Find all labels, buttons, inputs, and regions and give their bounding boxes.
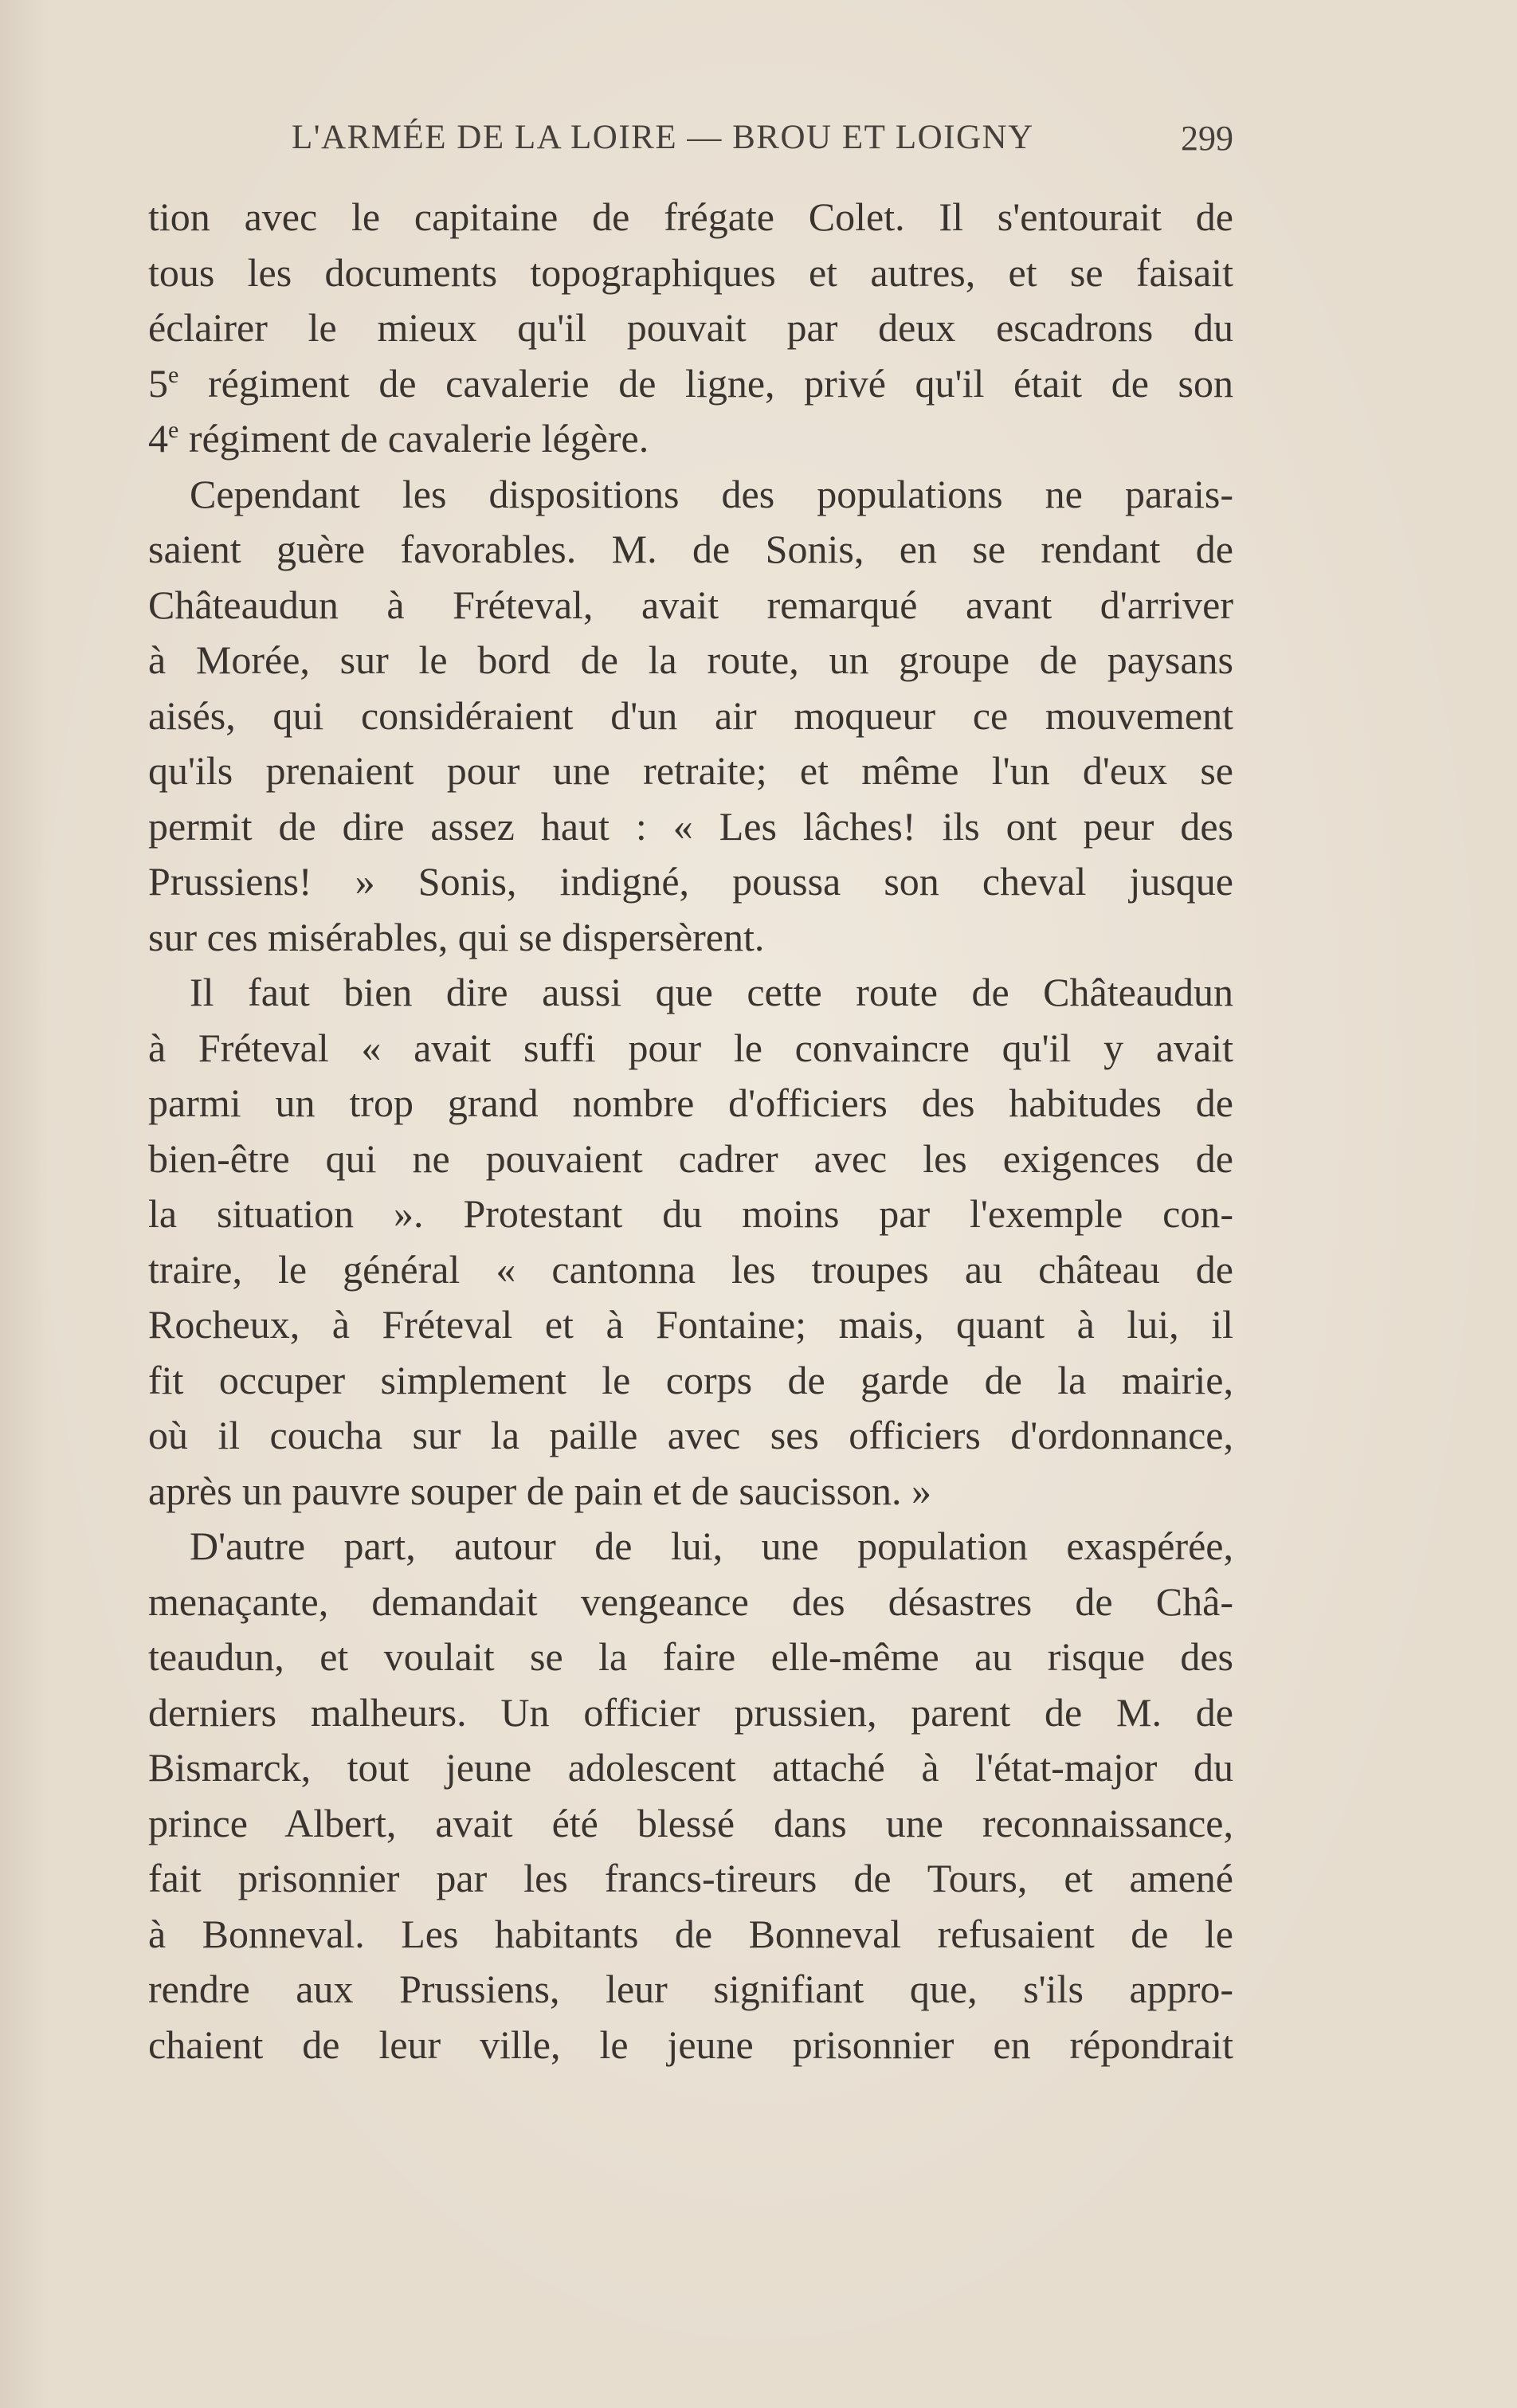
text-line: traire, le général « cantonna les troupes au château de: [148, 1246, 1233, 1292]
text-line: rendre aux Prussiens, leur signifiant que, s'ils appro-: [148, 1967, 1233, 2011]
text-line: prince Albert, avait été blessé dans une reconnaissance,: [148, 1800, 1233, 1845]
text-line: Rocheux, à Fréteval et à Fontaine; mais, quant à lui, il: [148, 1302, 1233, 1347]
text-line: la situation ». Protestant du moins par l'exemple con-: [148, 1191, 1233, 1236]
text-line: bien-être qui ne pouvaient cadrer avec les exigences de: [148, 1135, 1233, 1181]
text-line: [148, 411, 1233, 467]
text-line: fait prisonnier par les francs-tireurs de Tours, et amené: [148, 1856, 1233, 1900]
text-line: menaçante, demandait vengeance des désastres de Châ-: [148, 1579, 1233, 1624]
text-line: aisés, qui considéraient d'un air moqueur ce mouvement: [148, 692, 1233, 738]
text-line: à Morée, sur le bord de la route, un groupe de paysans: [148, 637, 1233, 682]
text-line: derniers malheurs. Un officier prussien, parent de M. de: [148, 1689, 1233, 1735]
text-line: [148, 356, 1233, 412]
text-line: sur ces misérables, qui se dispersèrent.: [148, 914, 765, 959]
text-line: éclairer le mieux qu'il pouvait par deux escadrons du: [148, 305, 1233, 350]
text-line: fit occuper simplement le corps de garde de la mairie,: [148, 1357, 1233, 1402]
text-line: teaudun, et voulait se la faire elle-même au risque des: [148, 1634, 1233, 1679]
text-line: tous les documents topographiques et autres, et se faisait: [148, 249, 1233, 295]
text-line: à Fréteval « avait suffi pour le convaincre qu'il y avait: [148, 1025, 1233, 1070]
ordinal-number: 4: [148, 416, 168, 461]
text-line: Prussiens! » Sonis, indigné, poussa son cheval jusque: [148, 859, 1233, 904]
text-line: Bismarck, tout jeune adolescent attaché à l'état-major du: [148, 1745, 1233, 1790]
text-line: après un pauvre souper de pain et de saucisson. »: [148, 1468, 932, 1513]
text-line: D'autre part, autour de lui, une population exaspérée,: [190, 1524, 1233, 1568]
running-title: L'ARMÉE DE LA LOIRE — BROU ET LOIGNY: [292, 119, 1034, 156]
text-line: Il faut bien dire aussi que cette route de Châteaudun: [190, 970, 1233, 1014]
body-text: [148, 190, 1233, 2073]
line-remainder: régiment de cavalerie de ligne, privé qu'il était de son: [178, 360, 1233, 406]
text-line: tion avec le capitaine de frégate Colet. Il s'entourait de: [148, 194, 1233, 239]
text-line: chaient de leur ville, le jeune prisonnier en répondrait: [148, 2022, 1233, 2067]
text-line: à Bonneval. Les habitants de Bonneval refusaient de le: [148, 1911, 1233, 1956]
ordinal-suffix: e: [168, 361, 179, 388]
text-line: saient guère favorables. M. de Sonis, en se rendant de: [148, 527, 1233, 571]
text-line: permit de dire assez haut : « Les lâches! ils ont peur des: [148, 803, 1233, 849]
text-line: Cependant les dispositions des populations ne parais-: [190, 471, 1233, 516]
ordinal-number: 5: [148, 360, 168, 406]
line-remainder: régiment de cavalerie légère.: [178, 416, 649, 461]
text-line: où il coucha sur la paille avec ses officiers d'ordonnance,: [148, 1413, 1233, 1457]
text-line: Châteaudun à Fréteval, avait remarqué avant d'arriver: [148, 582, 1233, 627]
running-head: [148, 118, 1233, 174]
text-line: parmi un trop grand nombre d'officiers des habitudes de: [148, 1080, 1233, 1125]
page-number: 299: [1181, 119, 1233, 158]
ordinal-suffix: e: [168, 417, 179, 443]
text-line: qu'ils prenaient pour une retraite; et même l'un d'eux se: [148, 748, 1233, 793]
